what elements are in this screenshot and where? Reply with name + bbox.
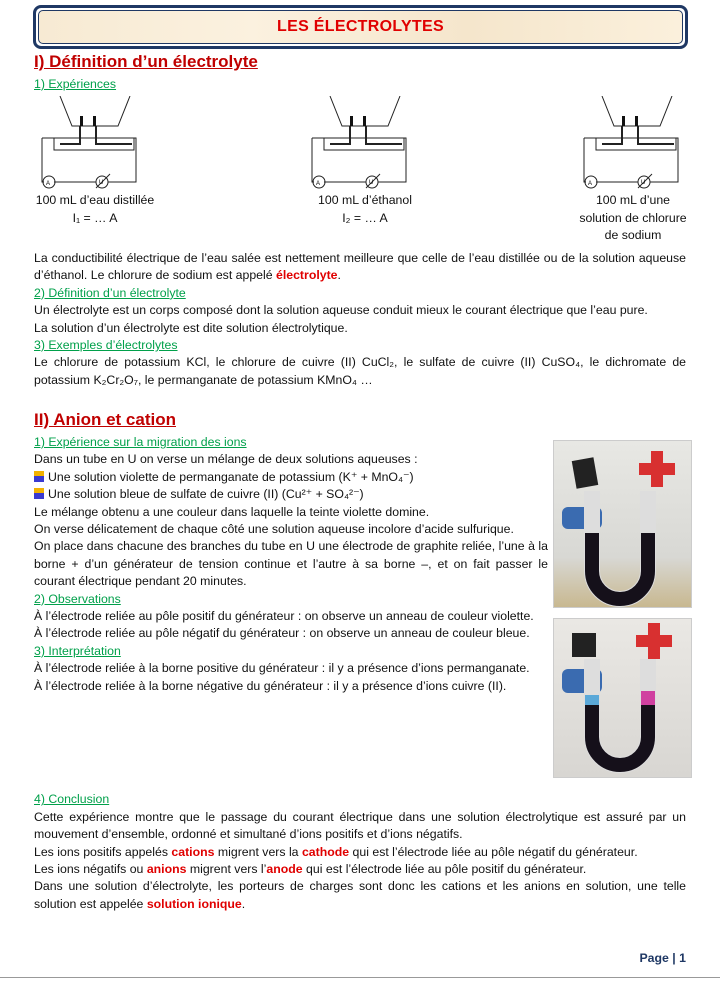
- subheading-interpretation: 3) Interprétation: [34, 643, 121, 658]
- text: Dans une solution d’électrolyte, les porteurs de charges sont donc les cations et les anions en solution, une telle solution est appelée: [34, 879, 686, 911]
- caption-sodium-chloride: [558, 192, 708, 245]
- text: migrent vers l’: [186, 862, 267, 877]
- text: Les ions négatifs ou: [34, 862, 147, 877]
- text: La conductibilité électrique de l’eau salée est nettement meilleure que celle de l’eau distillée ou de la solution aqueuse d’éthanol. Le chlorure de sodium est appelé: [34, 251, 686, 283]
- bullet-icon: [34, 471, 44, 482]
- text: solution de chlorure: [579, 210, 687, 225]
- photo-u-tube-before: [553, 440, 692, 608]
- paragraph: [34, 878, 686, 913]
- paragraph: La solution d’un électrolyte est dite solution électrolytique.: [34, 320, 348, 335]
- page-number: Page | 1: [639, 951, 686, 965]
- ammeter-icon: A: [588, 181, 593, 187]
- text: 100 mL d’éthanol: [318, 193, 412, 207]
- circuit-diagram-sodium-chloride: [578, 96, 698, 192]
- text: I₂ = … A: [342, 210, 388, 225]
- text: cathode: [301, 844, 350, 859]
- voltmeter-icon: U: [641, 180, 646, 186]
- section-2-heading: II) Anion et cation: [34, 410, 176, 429]
- page-title: LES ÉLECTROLYTES: [277, 18, 444, 36]
- paragraph: [34, 861, 686, 878]
- subheading-definition: 2) Définition d’un électrolyte: [34, 285, 186, 300]
- text: Une solution violette de permanganate de potassium (K⁺ + MnO₄⁻): [48, 469, 414, 484]
- paragraph: [34, 285, 686, 302]
- text: 100 mL d’eau distillée: [35, 193, 155, 207]
- circuit-diagram-ethanol: [306, 96, 426, 192]
- text: qui est l’électrode liée au pôle négatif du générateur.: [349, 844, 638, 859]
- paragraph: Un électrolyte est un corps composé dont la solution aqueuse conduit mieux le courant électrique que l’eau pure.: [34, 303, 648, 318]
- voltmeter-icon: U: [369, 180, 374, 186]
- paragraph: À l’électrode reliée à la borne positive du générateur : il y a présence d’ions permanganate.: [34, 661, 530, 676]
- text: électrolyte: [276, 268, 338, 283]
- text: solution ionique: [146, 896, 242, 911]
- paragraph: Dans un tube en U on verse un mélange de deux solutions aqueuses :: [34, 452, 418, 467]
- subheading-conclusion: 4) Conclusion: [34, 792, 110, 807]
- text: de sodium: [604, 228, 662, 242]
- paragraph: [34, 337, 686, 354]
- paragraph: À l’électrode reliée au pôle négatif du générateur : on observe un anneau de couleur bleue.: [34, 626, 530, 641]
- caption-distilled-water: [20, 192, 170, 227]
- paragraph: Le chlorure de potassium KCl, le chlorure de cuivre (II) CuCl₂, le sulfate de cuivre (II) CuSO₄, le dichromate de potassium K₂Cr₂O₇, le permanganate de potassium KMnO₄ …: [34, 355, 686, 387]
- paragraph: [34, 791, 686, 808]
- subheading-migration: 1) Expérience sur la migration des ions: [34, 435, 247, 449]
- text: .: [241, 896, 246, 911]
- text: migrent vers la: [214, 844, 302, 859]
- text: anode: [266, 862, 303, 877]
- paragraph: La conductibilité électrique de l’eau salée est nettement meilleure que celle de l’eau distillée ou de la solution aqueuse d’éthanol. Le chlorure de sodium est appelé électrolyte.: [34, 251, 686, 283]
- subheading-observations: 2) Observations: [34, 591, 121, 606]
- paragraph: À l’électrode reliée au pôle positif du générateur : on observe un anneau de couleur violette.: [34, 609, 534, 624]
- paragraph: [34, 591, 548, 608]
- paragraph: [34, 844, 686, 861]
- paragraph: On place dans chacune des branches du tube en U une électrode de graphite reliée, l’une à la borne + d’un générateur de tension continue et l’autre à sa borne –, et on fait passer le courant électrique pendant 20 minutes.: [34, 539, 548, 589]
- title-banner: [33, 5, 688, 49]
- paragraph: [34, 643, 548, 660]
- text: cations: [171, 844, 215, 859]
- text: 100 mL d’une: [595, 193, 671, 207]
- paragraph: À l’électrode reliée à la borne négative du générateur : il y a présence d’ions cuivre (II).: [34, 678, 507, 693]
- paragraph: On verse délicatement de chaque côté une solution aqueuse incolore d’acide sulfurique.: [34, 522, 514, 537]
- text: Les ions positifs appelés: [34, 844, 172, 859]
- text: Une solution bleue de sulfate de cuivre (II) (Cu²⁺ + SO₄²⁻): [48, 487, 364, 502]
- voltmeter-icon: U: [99, 180, 104, 186]
- text: anions: [146, 862, 187, 877]
- section-1-heading: I) Définition d’un électrolyte: [34, 52, 258, 71]
- photo-u-tube-after: [553, 618, 692, 778]
- section-1-body: [34, 250, 686, 389]
- paragraph: [34, 486, 548, 503]
- text: I₁ = … A: [72, 210, 118, 225]
- text-beside-photos: [34, 451, 548, 791]
- text: qui est l’électrode liée au pôle positif du générateur.: [302, 862, 587, 877]
- footer-divider: [0, 977, 720, 978]
- paragraph: Le mélange obtenu a une couleur dans laquelle la teinte violette domine.: [34, 504, 430, 519]
- subheading-examples: 3) Exemples d’électrolytes: [34, 338, 178, 353]
- bullet-icon: [34, 488, 44, 499]
- ammeter-icon: A: [46, 181, 51, 187]
- circuit-diagram-distilled-water: [36, 96, 156, 192]
- ammeter-icon: A: [316, 181, 321, 187]
- paragraph: Cette expérience montre que le passage du courant électrique dans une solution électrolytique est assuré par un mouvement d’ensemble, ordonné et simultané d’ions positifs et d’ions négatifs.: [34, 809, 686, 842]
- subheading-experiences: 1) Expériences: [34, 77, 117, 91]
- caption-ethanol: [290, 192, 440, 227]
- paragraph: [34, 469, 548, 486]
